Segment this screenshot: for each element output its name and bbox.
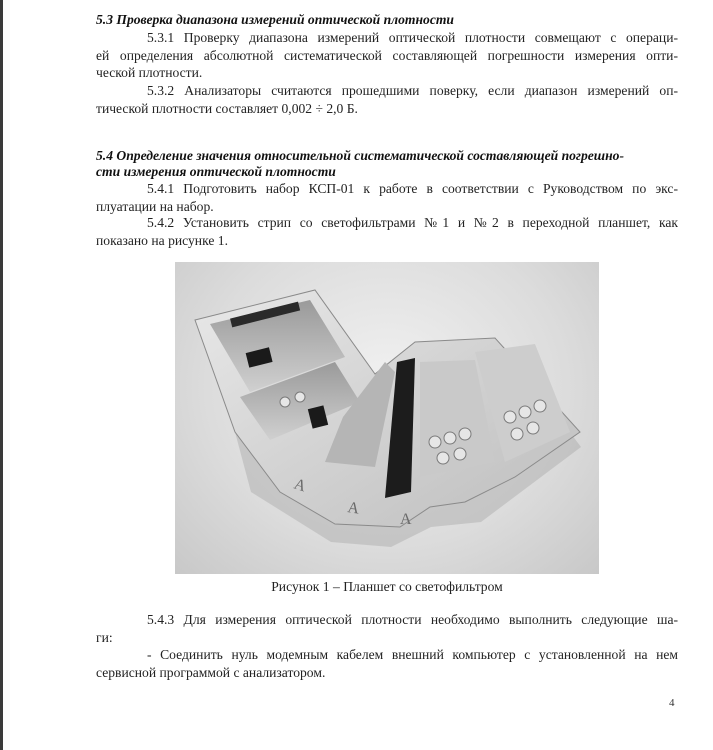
- paragraph-5-4-2: [96, 214, 678, 249]
- paragraph-line: [96, 198, 678, 216]
- text-line: 5.4.3 Для измерения оптической плотности необходимо выполнить следующие ша-: [147, 612, 678, 627]
- paragraph-line: [96, 232, 678, 250]
- paragraph-step-1: [96, 646, 678, 681]
- page-number: 4: [669, 697, 675, 709]
- paragraph-line: [96, 180, 678, 198]
- engraved-letter: A: [346, 499, 361, 518]
- tablet-illustration: [175, 262, 599, 574]
- text-line: сервисной программой с анализатором.: [96, 664, 326, 680]
- paragraph-line: [96, 100, 678, 118]
- paragraph-line: [96, 646, 678, 664]
- paragraph-line: [96, 664, 678, 682]
- text-line: показано на рисунке 1.: [96, 232, 228, 248]
- figure-caption: Рисунок 1 – Планшет со светофильтром: [271, 579, 503, 594]
- page-edge-border: [0, 0, 3, 750]
- text-line: ческой плотности.: [96, 65, 203, 80]
- paragraph-line: [96, 629, 678, 647]
- text-line: ей определения абсолютной систематической составляющей погрешности измерения опти-: [96, 47, 678, 63]
- text-line: 5.3.2 Анализаторы считаются прошедшими поверку, если диапазон измерений оп-: [147, 83, 678, 98]
- paragraph-line: [96, 611, 678, 629]
- heading-line: 5.4 Определение значения относительной систематической составляющей погрешно-: [96, 148, 624, 163]
- section-heading-5-3: 5.3 Проверка диапазона измерений оптической плотности: [96, 12, 454, 27]
- paragraph-line: [96, 47, 678, 65]
- text-line: тической плотности составляет 0,002 ÷ 2,0 Б.: [96, 100, 358, 116]
- text-line: 5.4.1 Подготовить набор КСП-01 к работе в соответствии с Руководством по экс-: [147, 181, 678, 196]
- text-line: 5.3.1 Проверку диапазона измерений оптической плотности совмещают с операци-: [147, 30, 678, 45]
- paragraph-5-3-1: [96, 29, 678, 82]
- section-heading-5-4: [96, 148, 681, 180]
- engraved-letter: A: [400, 511, 412, 528]
- figure-photo: [175, 262, 599, 574]
- text-line: плуатации на набор.: [96, 198, 214, 214]
- paragraph-line: [96, 82, 678, 100]
- paragraph-line: [96, 64, 678, 82]
- text-line: 5.4.2 Установить стрип со светофильтрами №1 и №2 в переходной планшет, как: [147, 215, 678, 230]
- text-line: ги:: [96, 629, 113, 645]
- engraved-letter: A: [291, 475, 309, 496]
- paragraph-line: [96, 214, 678, 232]
- heading-line: сти измерения оптической плотности: [96, 164, 336, 179]
- paragraph-5-4-1: [96, 180, 678, 215]
- paragraph-5-3-2: [96, 82, 678, 117]
- paragraph-line: [96, 29, 678, 47]
- paragraph-5-4-3: [96, 611, 678, 646]
- text-line: - Соединить нуль модемным кабелем внешний компьютер с установленной на нем: [147, 647, 678, 662]
